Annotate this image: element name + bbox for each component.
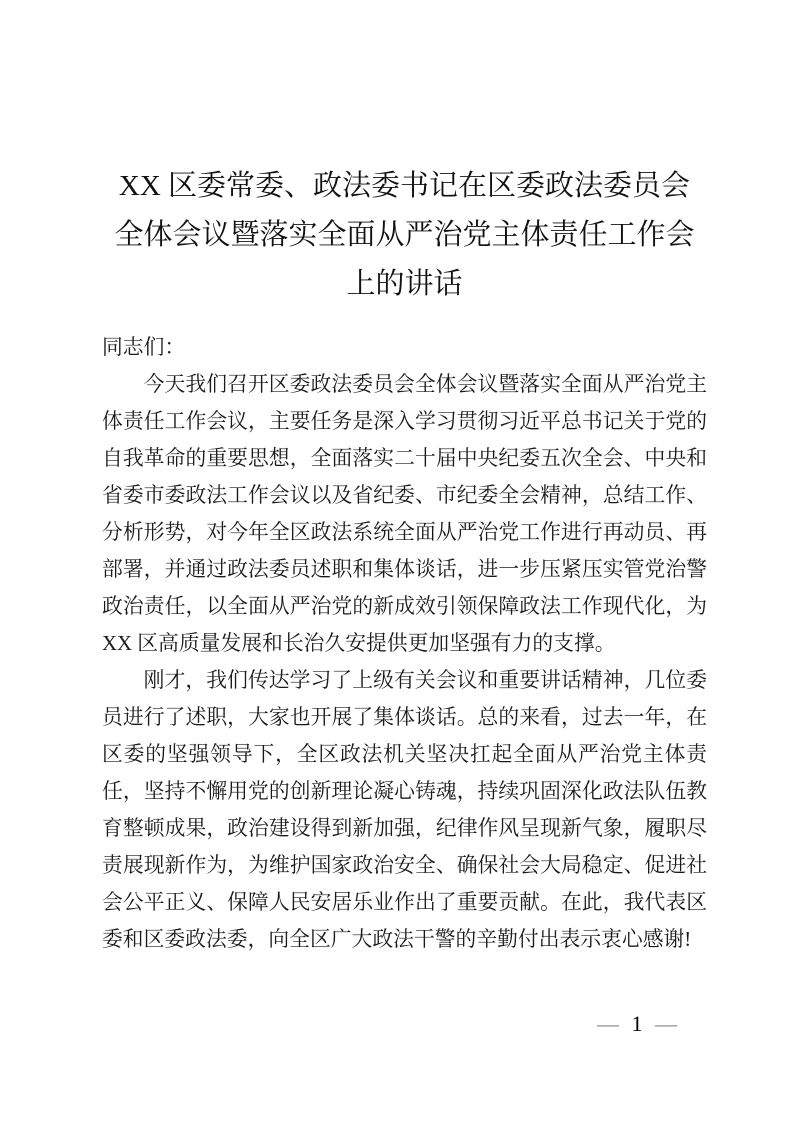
title-line-1: XX 区委常委、政法委书记在区委政法委员会 bbox=[118, 170, 691, 203]
title-line-2: 全体会议暨落实全面从严治党主体责任工作会 bbox=[114, 219, 695, 252]
document-body bbox=[102, 329, 707, 958]
page-number-left-dash: — bbox=[597, 1011, 619, 1036]
salutation: 同志们： bbox=[102, 335, 186, 359]
page-number-right-dash: — bbox=[655, 1011, 677, 1036]
title-line-3: 上的讲话 bbox=[346, 268, 463, 301]
page-number-value: 1 bbox=[631, 1011, 643, 1036]
paragraph-1: 今天我们召开区委政法委员会全体会议暨落实全面从严治党主体责任工作会议，主要任务是深入学习贯彻习近平总书记关于党的自我革命的重要思想，全面落实二十届中央纪委五次全会、中央和省委市委政法工作会议以及省纪委、市纪委全会精神，总结工作、分析形势，对今年全区政法系统全面从严治党工作进行再动员、再部署，并通过政法委员述职和集体谈话，进一步压紧压实管党治警政治责任，以全面从严治党的新成效引领保障政法工作现代化，为 XX 区高质量发展和长治久安提供更加坚强有力的支撑。 bbox=[102, 372, 707, 655]
paragraph-2: 刚才，我们传达学习了上级有关会议和重要讲话精神，几位委员进行了述职，大家也开展了集体谈话。总的来看，过去一年，在区委的坚强领导下，全区政法机关坚决扛起全面从严治党主体责任，坚持不懈用党的创新理论凝心铸魂，持续巩固深化政法队伍教育整顿成果，政治建设得到新加强，纪律作风呈现新气象，履职尽责展现新作为，为维护国家政治安全、确保社会大局稳定、促进社会公平正义、保障人民安居乐业作出了重要贡献。在此，我代表区委和区委政法委，向全区广大政法干警的辛勤付出表示衷心感谢! bbox=[102, 668, 707, 951]
document-title bbox=[102, 162, 707, 309]
document-content bbox=[102, 143, 707, 958]
page-number bbox=[597, 1012, 677, 1036]
